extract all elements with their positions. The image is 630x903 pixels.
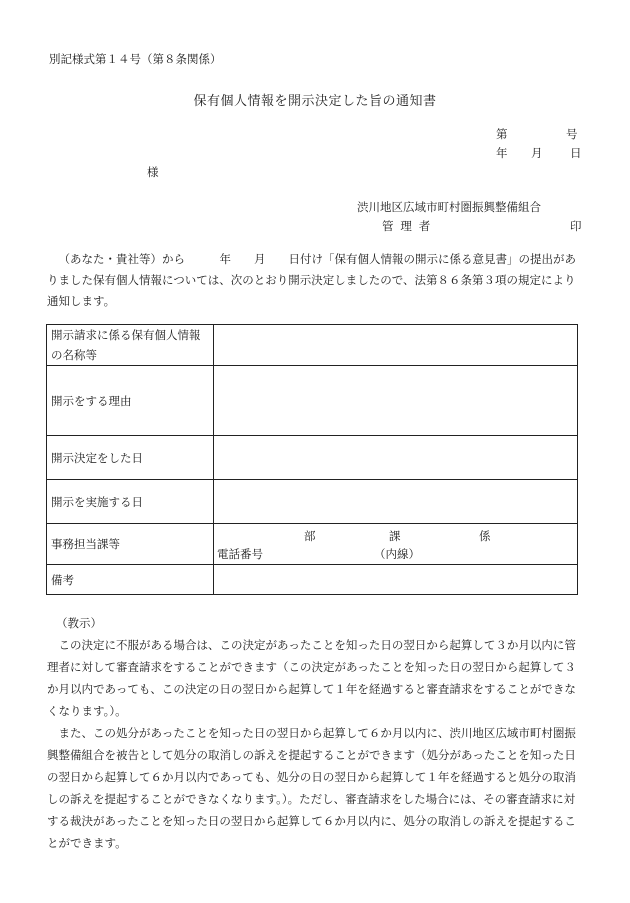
issuer-organization: 渋川地区広域市町村圏振興整備組合 [357,200,541,214]
doc-number-dai: 第 [496,127,508,141]
row-label-name: 開示請求に係る保有個人情報の名称等 [47,325,214,366]
dept-kakari-label: 係 [479,529,491,543]
row-label-remarks: 備考 [47,565,214,595]
table-row [47,366,578,436]
document-title: 保有個人情報を開示決定した旨の通知書 [193,94,437,109]
dept-bu-label: 部 [304,529,316,543]
dept-ka-label: 課 [389,529,401,543]
row-value-name[interactable] [214,325,578,366]
info-table [46,324,578,595]
table-row [47,480,578,524]
date-year-label: 年 [496,146,508,160]
date-month-label: 月 [531,146,543,160]
date-day-label: 日 [570,146,582,160]
row-label-reason: 開示をする理由 [47,366,214,436]
table-row [47,524,578,565]
notes-body [47,634,584,854]
issuer-title: 管理者 [382,219,438,233]
addressee-honorific: 様 [147,165,159,179]
doc-number-go: 号 [566,127,578,141]
notes-heading: （教示） [56,616,102,630]
row-label-decision-date: 開示決定をした日 [47,436,214,480]
row-value-decision-date[interactable] [214,436,578,480]
seal-mark: 印 [570,219,582,233]
table-row [47,436,578,480]
table-row [47,325,578,366]
body-paragraph [47,249,584,312]
notes-paragraph-2: また、この処分があったことを知った日の翌日から起算して６か月以内に、渋川地区広域市町村圏振興整備組合を被告として処分の取消しの訴えを提起することができます（処分があったことを知った日の翌日から起算して６か月以内であっても、処分の日の翌日から起算して１年を経過すると処分の取消しの訴えを提起することができなくなります。）。ただし、審査請求をした場合には、その審査請求に対する裁決があったことを知った日の翌日から起算して６か月以内に、処分の取消しの訴えを提起することができます。 [47,726,576,850]
row-value-reason[interactable] [214,366,578,436]
row-label-disclosure-date: 開示を実施する日 [47,480,214,524]
row-value-remarks[interactable] [214,565,578,595]
body-text: （あなた・貴社等）から 年 月 日付け「保有個人情報の開示に係る意見書」の提出がありました保有個人情報については、次のとおり開示決定しましたので、法第８６条第３項の規定により通知します。 [47,252,576,308]
row-label-department: 事務担当課等 [47,524,214,565]
notes-paragraph-1: この決定に不服がある場合は、この決定があったことを知った日の翌日から起算して３か月以内に管理者に対して審査請求をすることができます（この決定があったことを知った日の翌日から起算して３か月以内であっても、この決定の日の翌日から起算して１年を経過すると審査請求をすることができなくなります。）。 [47,638,576,718]
table-row [47,565,578,595]
extension-label: （内線） [374,547,420,561]
phone-label: 電話番号 [217,547,263,561]
form-number: 別記様式第１４号（第８条関係） [49,52,222,66]
row-value-disclosure-date[interactable] [214,480,578,524]
row-value-department[interactable] [214,524,578,565]
